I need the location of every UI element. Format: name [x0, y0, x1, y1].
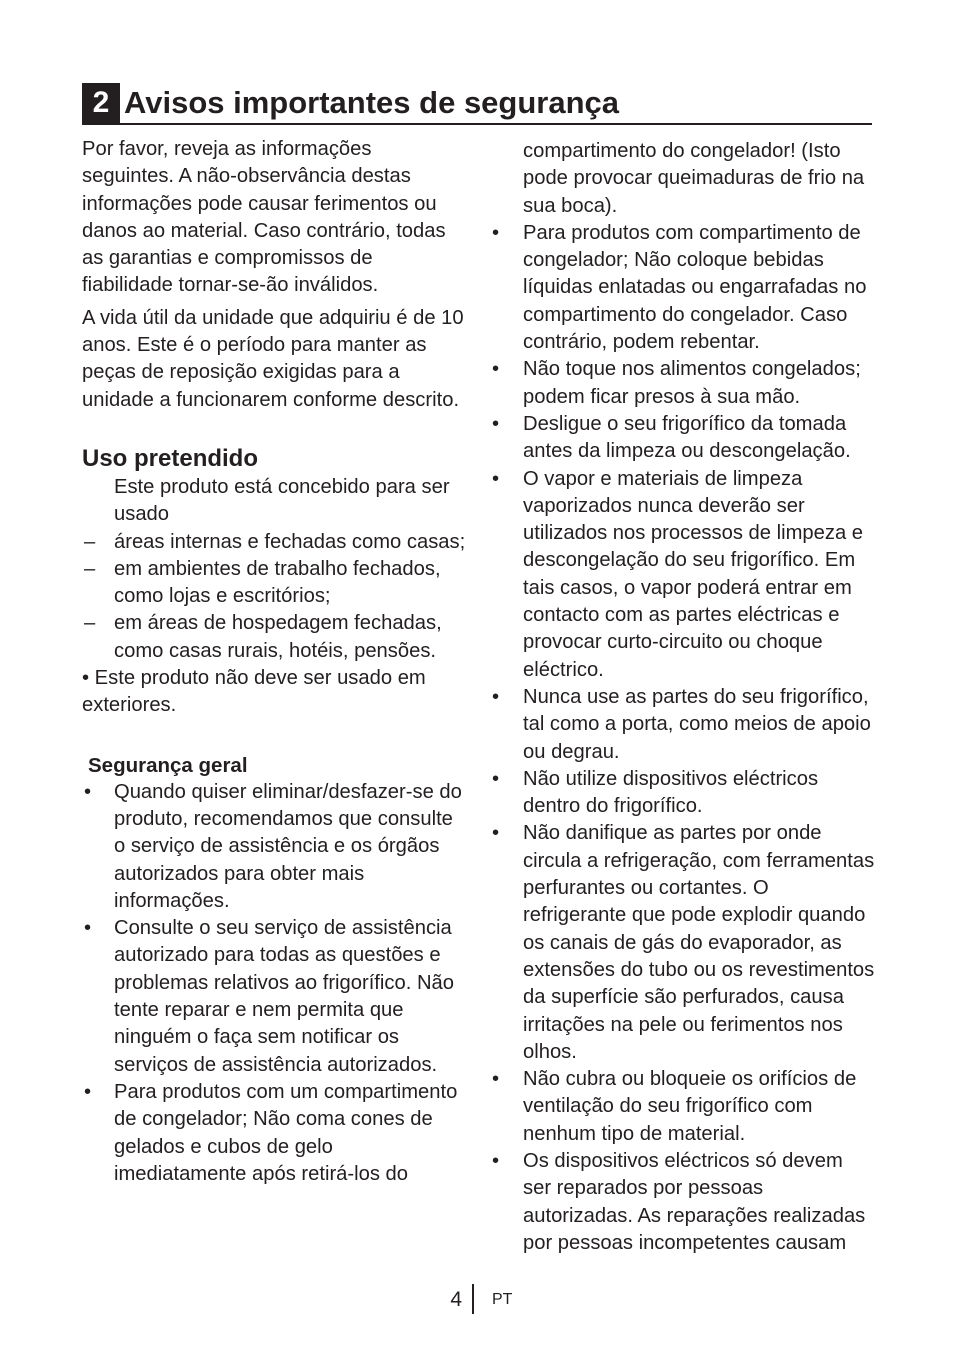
dash-marker: – — [84, 530, 96, 553]
list-item-text: Não cubra ou bloqueie os orifícios de ventilação do seu frigorífico com nenhum tipo de material. — [523, 1068, 857, 1145]
bullet-icon: • — [492, 1149, 500, 1172]
intended-use-item-text: em áreas de hospedagem fechadas, como casas rurais, hotéis, pensões. — [114, 612, 442, 662]
bullet-icon: • — [492, 1068, 500, 1091]
section-number: 2 — [82, 83, 120, 123]
bullet-icon: • — [492, 467, 500, 490]
intro-paragraph-1: Por favor, reveja as informações seguintes. A não-observância destas informações pode causar ferimentos ou danos ao material. Caso contrário, todas as garantias e compromissos de fiabilidade tornar-se-ão inválidos. — [82, 138, 446, 297]
list-item-text: Os dispositivos eléctricos só devem ser reparados por pessoas autorizadas. As reparações realizadas por pessoas incompetentes causam — [523, 1149, 866, 1254]
list-item — [82, 915, 467, 1079]
page-number: 4 — [450, 1288, 462, 1311]
bullet-icon: • — [84, 1080, 92, 1103]
list-item-text: O vapor e materiais de limpeza vaporizados nunca deverão ser utilizados nos processos de limpeza e descongelação do seu frigorífico. Em tais casos, o vapor poderá entrar em contacto com as partes eléctricas e provocar curto-circuito ou choque eléctrico. — [523, 467, 864, 681]
left-column — [82, 136, 467, 1188]
bullet-icon: • — [492, 685, 500, 708]
footer-divider — [472, 1284, 474, 1314]
right-column — [490, 138, 875, 1257]
general-safety-heading: Segurança geral — [88, 753, 248, 777]
bullet-icon: • — [492, 358, 500, 381]
bullet-icon: • — [492, 412, 500, 435]
list-item-text: Nunca use as partes do seu frigorífico, tal como a porta, como meios de apoio ou degrau. — [523, 685, 871, 763]
list-item — [490, 220, 875, 356]
intended-use-item — [82, 529, 467, 556]
list-item — [490, 820, 875, 1066]
list-item-continuation: compartimento do congelador! (Isto pode provocar queimaduras de frio na sua boca). — [523, 140, 865, 217]
intended-use-lead: Este produto está concebido para ser usado — [114, 475, 450, 526]
list-item-text: Para produtos com um compartimento de congelador; Não coma cones de gelados e cubos de gelo imediatamente após retirá-los do — [114, 1080, 458, 1185]
list-item-text: Não utilize dispositivos eléctricos dentro do frigorífico. — [523, 767, 819, 818]
list-item — [82, 1079, 467, 1188]
list-item — [490, 1066, 875, 1148]
list-item-text: Desligue o seu frigorífico da tomada antes da limpeza ou descongelação. — [523, 412, 851, 463]
list-item — [490, 466, 875, 684]
intended-use-item-text: áreas internas e fechadas como casas; — [114, 530, 466, 553]
bullet-icon: • — [84, 917, 92, 940]
safety-list-left — [82, 779, 467, 1188]
intended-use-heading: Uso pretendido — [82, 444, 259, 472]
list-item — [82, 779, 467, 915]
list-item-text: Para produtos com compartimento de congelador; Não coloque bebidas líquidas enlatadas ou engarrafadas no compartimento do congelador. Caso contrário, podem rebentar. — [523, 221, 867, 354]
language-code: PT — [492, 1291, 513, 1308]
page-title: Avisos importantes de segurança — [124, 85, 620, 120]
section-header — [82, 83, 872, 125]
list-item — [490, 411, 875, 466]
list-item-text: Não toque nos alimentos congelados; podem ficar presos à sua mão. — [523, 358, 861, 408]
bullet-icon: • — [492, 822, 500, 845]
intended-use-item — [82, 556, 467, 611]
outdoor-note: • Este produto não deve ser usado em exteriores. — [82, 667, 426, 717]
list-item-text: Consulte o seu serviço de assistência autorizado para todas as questões e problemas relativos ao frigorífico. Não tente reparar e nem permita que ninguém o faça sem notificar os serviços de assistência autorizados. — [114, 917, 454, 1076]
list-item-text: Não danifique as partes por onde circula a refrigeração, com ferramentas perfurantes ou cortantes. O refrigerante que pode explodir quando os canais de gás do evaporador, as extensões do tubo ou os revestimentos da superfície são perfurados, causa irritações na pele ou ferimentos nos olhos. — [523, 822, 875, 1063]
intended-use-item-text: em ambientes de trabalho fechados, como lojas e escritórios; — [114, 557, 441, 608]
bullet-icon: • — [492, 221, 500, 244]
dash-marker: – — [84, 557, 96, 580]
list-item — [490, 356, 875, 411]
bullet-icon: • — [492, 767, 500, 790]
list-item-text: Quando quiser eliminar/desfazer-se do produto, recomendamos que consulte o serviço de assistência e os órgãos autorizados para obter mais informações. — [114, 780, 462, 912]
intro-paragraph-2: A vida útil da unidade que adquiriu é de 10 anos. Este é o período para manter as peças de reposição exigidas para a unidade a funcionarem conforme descrito. — [82, 306, 464, 411]
list-item — [490, 1148, 875, 1257]
bullet-icon: • — [84, 780, 92, 803]
dash-marker: – — [84, 612, 96, 635]
list-item — [490, 684, 875, 766]
safety-list-right — [490, 220, 875, 1257]
list-item — [490, 766, 875, 821]
intended-use-item — [82, 610, 467, 665]
